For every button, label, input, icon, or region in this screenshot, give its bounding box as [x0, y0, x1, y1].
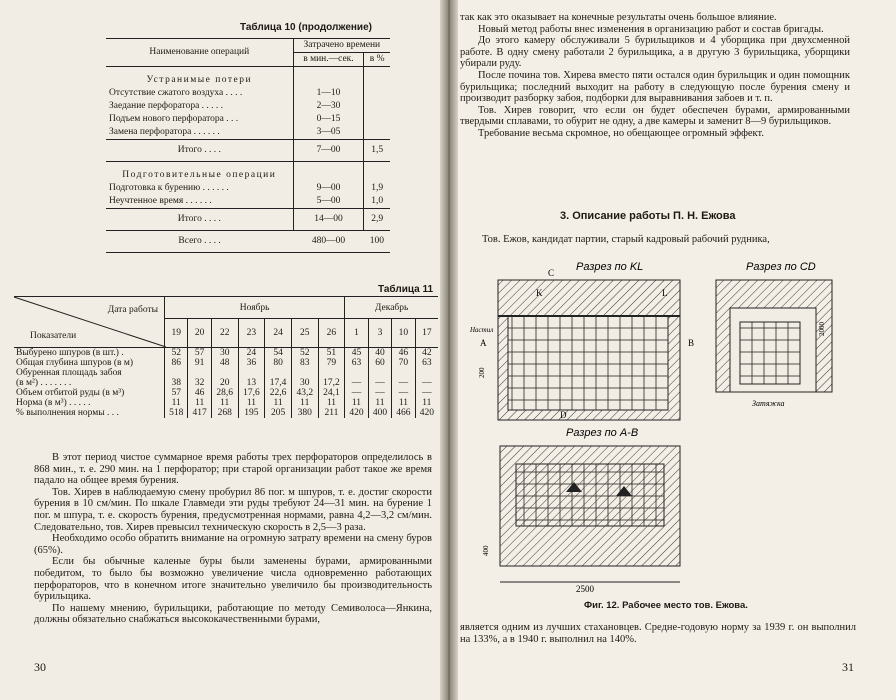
- label-nastil: Настил: [470, 326, 494, 334]
- table11-day-header: 25: [291, 319, 318, 348]
- timber-grid-kl: [508, 316, 668, 410]
- page-number-left: 30: [34, 660, 46, 674]
- table11-cell: 79: [318, 358, 345, 368]
- table10-caption: Таблица 10 (продолжение): [240, 22, 372, 33]
- table10-grand-total-label: Всего . . . .: [178, 236, 221, 246]
- table11-day-header: 1: [345, 319, 368, 348]
- table11-cell: 24,1: [318, 388, 345, 398]
- timber-grid-ab: [516, 464, 664, 526]
- table10: [106, 38, 390, 253]
- table11-cell: 46: [392, 348, 415, 359]
- table10-total-percent: 1,5: [364, 140, 390, 162]
- table11-cell: 11: [345, 398, 368, 408]
- table11-cell: 17,2: [318, 378, 345, 388]
- table-row: [14, 388, 438, 398]
- table11-cell: 24: [238, 348, 265, 359]
- table11-cell: 205: [265, 408, 292, 418]
- table11-cell: 420: [415, 408, 438, 418]
- table-row: [106, 87, 390, 100]
- table11-cell: [318, 368, 345, 378]
- timber-grid-cd: [740, 322, 800, 384]
- paragraph: Если бы обычные каленые буры были заменены бурами, армированными победитом, то было бы возможно увеличение числа одновременно работающих перфораторов, что в конечном итоге значительно увеличило бы производительность бурильщика.: [34, 556, 432, 603]
- table10-total-percent: 2,9: [364, 209, 390, 231]
- table11-cell: 57: [188, 348, 211, 359]
- table11-caption: Таблица 11: [378, 284, 434, 295]
- paragraph: Новый метод работы внес изменения в организацию работ и состав бригады.: [478, 23, 824, 35]
- table11-cell: —: [415, 378, 438, 388]
- table11-cell: 211: [318, 408, 345, 418]
- table11-row-label: % выполнения нормы . . .: [16, 408, 119, 418]
- table10-row-label: Отсутствие сжатого воздуха . . . .: [109, 88, 243, 98]
- table11-cell: 63: [345, 358, 368, 368]
- table11-cell: 48: [211, 358, 238, 368]
- table11-day-header: 24: [265, 319, 292, 348]
- table11-cell: 11: [318, 398, 345, 408]
- table11-day-header: 22: [211, 319, 238, 348]
- table10-row-percent: [364, 87, 390, 100]
- table10-row-minsec: 1—10: [293, 87, 364, 100]
- table11-row-label: Общая глубина шпуров (в м): [16, 358, 134, 368]
- table10-header-percent: в %: [364, 53, 390, 67]
- table11-cell: —: [392, 378, 415, 388]
- paragraph: По нашему мнению, бурильщики, работающие по методу Семиволоса—Янкина, должны обязательно снабжаться высококачественными бурами,: [34, 602, 432, 626]
- table11-cell: [368, 368, 391, 378]
- paragraph: Требование весьма скромное, но обещающее огромный эффект.: [478, 127, 764, 139]
- table11-day-header: 19: [165, 319, 188, 348]
- table11-cell: 11: [392, 398, 415, 408]
- dim-2000: 2000: [818, 322, 826, 336]
- table10-total-row: [106, 209, 390, 231]
- table11-cell: 11: [211, 398, 238, 408]
- dim-200: 200: [478, 367, 486, 378]
- table11-cell: 63: [415, 358, 438, 368]
- table-row: [106, 182, 390, 195]
- table-row: [14, 368, 438, 378]
- figure-caption: Фиг. 12. Рабочее место тов. Ежова.: [584, 600, 748, 611]
- table-row: [14, 378, 438, 388]
- label-section-kl: Разрез по KL: [576, 261, 644, 273]
- table11-cell: [188, 368, 211, 378]
- table11-month-december: Декабрь: [345, 297, 438, 319]
- table11-cell: 400: [368, 408, 391, 418]
- table11-cell: [165, 368, 188, 378]
- table10-header-operation: Наименование операций: [106, 39, 293, 67]
- table11-day-header: 10: [392, 319, 415, 348]
- table11-row-label: Выбурено шпуров (в шт.) .: [16, 348, 124, 358]
- label-section-cd: Разрез по CD: [746, 261, 816, 273]
- book-spine: [440, 0, 458, 700]
- mark-a: A: [480, 338, 487, 348]
- mark-l: L: [662, 288, 668, 298]
- table10-row-percent: [364, 126, 390, 140]
- table10-row-minsec: 5—00: [293, 195, 364, 209]
- table11-cell: 80: [265, 358, 292, 368]
- table11-cell: 417: [188, 408, 211, 418]
- table10-header-minsec: в мин.—сек.: [293, 53, 364, 67]
- table11-month-november: Ноябрь: [165, 297, 345, 319]
- table11-cell: 86: [165, 358, 188, 368]
- table11-cell: 28,6: [211, 388, 238, 398]
- table11-cell: 52: [165, 348, 188, 359]
- paragraph: Тов. Хирев говорит, что если он будет обеспечен бурами, армированными твердыми сплавами, то обурит не одну, а две камеры и заменит 8—9 бурильщиков.: [460, 104, 850, 128]
- table11-cell: 32: [188, 378, 211, 388]
- table11-cell: 60: [368, 358, 391, 368]
- table-row: [106, 113, 390, 126]
- table11-cell: [415, 368, 438, 378]
- table-row: [14, 408, 438, 418]
- table10-total-row: [106, 140, 390, 162]
- table11-cell: 11: [415, 398, 438, 408]
- table-row: [14, 358, 438, 368]
- table11-cell: [392, 368, 415, 378]
- table11: [14, 296, 438, 418]
- section-heading: 3. Описание работы П. Н. Ежова: [560, 210, 736, 222]
- table11-cell: —: [345, 378, 368, 388]
- table11-cell: 11: [165, 398, 188, 408]
- table11-cell: —: [368, 388, 391, 398]
- table10-row-minsec: 3—05: [293, 126, 364, 140]
- table-row: [14, 398, 438, 408]
- label-zatyazhka: Затяжка: [752, 399, 785, 408]
- table-row: [106, 126, 390, 140]
- table11-cell: 420: [345, 408, 368, 418]
- table11-cell: 466: [392, 408, 415, 418]
- table11-cell: 380: [291, 408, 318, 418]
- table11-corner-top: Дата работы: [107, 305, 158, 315]
- table11-cell: 17,4: [265, 378, 292, 388]
- table10-total-minsec: 14—00: [293, 209, 364, 231]
- table10-group-title: Подготовительные операции: [122, 170, 277, 180]
- table10-row-minsec: 9—00: [293, 182, 364, 195]
- figure-12-mine-workplace: [470, 256, 856, 596]
- mark-c: C: [548, 268, 555, 278]
- table11-cell: 42: [415, 348, 438, 359]
- table11-row-label: (в м²) . . . . . . .: [16, 378, 72, 388]
- table11-cell: 11: [291, 398, 318, 408]
- table10-row-minsec: 2—30: [293, 100, 364, 113]
- table11-cell: —: [368, 378, 391, 388]
- table11-cell: [265, 368, 292, 378]
- table11-cell: 43,2: [291, 388, 318, 398]
- table11-cell: 518: [165, 408, 188, 418]
- table11-cell: [291, 368, 318, 378]
- table11-cell: 91: [188, 358, 211, 368]
- table11-cell: 36: [238, 358, 265, 368]
- table11-cell: 54: [265, 348, 292, 359]
- table11-cell: —: [345, 388, 368, 398]
- table11-cell: [211, 368, 238, 378]
- table10-total-label: Итого . . . .: [177, 145, 221, 155]
- table11-cell: 38: [165, 378, 188, 388]
- table11-corner: [14, 297, 165, 348]
- table11-cell: —: [415, 388, 438, 398]
- table10-row-minsec: 0—15: [293, 113, 364, 126]
- table11-cell: 17,6: [238, 388, 265, 398]
- paragraph: так как это оказывает на конечные результаты очень большое влияние.: [460, 12, 777, 23]
- table11-day-header: 26: [318, 319, 345, 348]
- table10-total-label: Итого . . . .: [177, 214, 221, 224]
- dim-400: 400: [482, 545, 490, 556]
- label-section-ab: Разрез по А-В: [566, 427, 639, 439]
- table11-cell: 11: [265, 398, 292, 408]
- table10-row-percent: [364, 113, 390, 126]
- table10-header-spent: Затрачено времени: [293, 39, 390, 53]
- table10-row-percent: [364, 100, 390, 113]
- table11-cell: 83: [291, 358, 318, 368]
- right-bottom-text: [460, 622, 856, 645]
- table10-grand-total-percent: 100: [369, 236, 385, 246]
- table11-cell: —: [392, 388, 415, 398]
- table10-row-label: Замена перфоратора . . . . . .: [109, 127, 220, 137]
- table10-grand-total-minsec: 480—00: [311, 236, 346, 246]
- mark-b: B: [688, 338, 695, 348]
- left-body-text: [34, 452, 432, 626]
- table-row: [106, 195, 390, 209]
- table11-cell: 22,6: [265, 388, 292, 398]
- page-number-right: 31: [842, 660, 854, 674]
- table11-cell: 13: [238, 378, 265, 388]
- paragraph: Необходимо особо обратить внимание на огромную затрату времени на смену буров (65%).: [34, 533, 432, 556]
- table11-cell: 57: [165, 388, 188, 398]
- table11-cell: 195: [238, 408, 265, 418]
- table11-cell: [345, 368, 368, 378]
- table11-day-header: 20: [188, 319, 211, 348]
- table11-cell: 70: [392, 358, 415, 368]
- table11-row-label: Объем отбитой руды (в м³): [16, 388, 125, 398]
- table11-cell: 40: [368, 348, 391, 359]
- mark-d: D: [560, 410, 567, 420]
- paragraph: Тов. Хирев в наблюдаемую смену пробурил 86 пог. м шпуров, т. е. достиг скорости бурения в 10 см/мин. По шкале Главмеди эти руды требуют 24—31 мин. на бурение 1 пог. м шпура, т. е. скорость бурения, предусмотренная нормами, равна 4,2—3,2 см/мин. Следовательно, тов. Хирев превысил техническую скорость в 2,5—3 раза.: [34, 486, 432, 533]
- table11-cell: 30: [211, 348, 238, 359]
- right-body-text: [460, 12, 850, 140]
- table10-row-label: Неучтенное время . . . . . .: [109, 196, 212, 206]
- intro-line: Тов. Ежов, кандидат партии, старый кадровый рабочий рудника,: [482, 234, 770, 245]
- table11-day-header: 17: [415, 319, 438, 348]
- table-row: [106, 100, 390, 113]
- table11-corner-bottom: Показатели: [30, 331, 77, 341]
- table11-day-header: 23: [238, 319, 265, 348]
- paragraph: После почина тов. Хирева вместо пяти остался один бурильщик и один помощник бурильщика; последний выходит на работу в следующую после бурения смену и производит разборку забоя, подборки для выравнивания забоев и т. п.: [460, 69, 850, 105]
- table10-row-label: Подъем нового перфоратора . . .: [109, 114, 239, 124]
- table11-cell: 268: [211, 408, 238, 418]
- paragraph: В этот период чистое суммарное время работы трех перфораторов определилось в 868 мин., т. е. 290 мин. на 1 перфоратор; при старой организации работ такое же время падало на общее время бурения.: [34, 452, 432, 487]
- table11-cell: 46: [188, 388, 211, 398]
- table11-cell: [238, 368, 265, 378]
- table-row: [14, 348, 438, 359]
- table11-cell: 52: [291, 348, 318, 359]
- table10-grand-total-row: [106, 231, 390, 253]
- table10-row-label: Заедание перфоратора . . . . .: [109, 101, 224, 111]
- table11-day-header: 3: [368, 319, 391, 348]
- paragraph: является одним из лучших стахановцев. Средне-годовую норму за 1939 г. он выполнил на 133%, а в 1940 г. выполнил на 140%.: [460, 622, 856, 645]
- table11-row-label: Обуренная площадь забоя: [16, 368, 122, 378]
- dim-2500: 2500: [576, 584, 594, 594]
- table11-cell: 11: [368, 398, 391, 408]
- table11-cell: 20: [211, 378, 238, 388]
- table10-row-percent: 1,9: [364, 182, 390, 195]
- table11-cell: 30: [291, 378, 318, 388]
- table10-total-minsec: 7—00: [293, 140, 364, 162]
- table10-group-title: Устранимые потери: [146, 75, 253, 85]
- table11-cell: 51: [318, 348, 345, 359]
- mark-k: K: [536, 288, 543, 298]
- table10-row-label: Подготовка к бурению . . . . . .: [109, 183, 229, 193]
- table11-cell: 11: [188, 398, 211, 408]
- table11-row-label: Норма (в м³) . . . . .: [16, 398, 91, 408]
- table11-cell: 11: [238, 398, 265, 408]
- table11-cell: 45: [345, 348, 368, 359]
- paragraph: До этого камеру обслуживали 5 бурильщиков и 4 уборщика при двухсменной работе. В одну смену работали 2 бурильщика, а в другую 3 бурильщика, уборщики убирали руду.: [460, 35, 850, 70]
- table10-row-percent: 1,0: [364, 195, 390, 209]
